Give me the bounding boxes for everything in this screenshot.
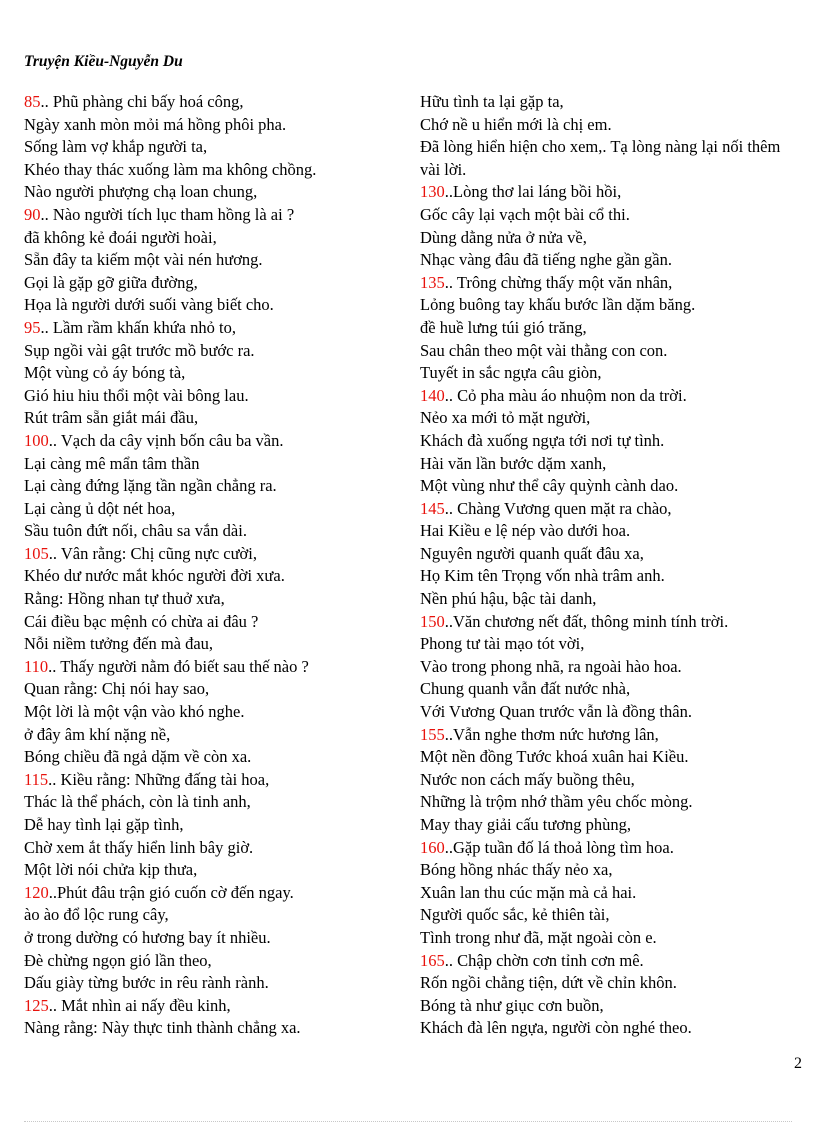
verse-number: 110 [24, 656, 49, 676]
verse-text: Đè chừng ngọn gió lần theo, [24, 950, 212, 970]
verse-line [24, 317, 409, 340]
verse-text: .. Chàng Vương quen mặt ra chào, [444, 498, 672, 518]
verse-text: Nền phú hậu, bậc tài danh, [420, 589, 597, 609]
verse-number: 150 [420, 611, 445, 631]
verse-text: Một nền đồng Tước khoá xuân hai Kiều. [420, 747, 689, 767]
verse-line [420, 520, 800, 543]
verse-line [24, 91, 409, 114]
verse-text: Lại càng mê mẩn tâm thần [24, 453, 200, 473]
verse-text: Lỏng buông tay khấu bước lần dặm băng. [420, 295, 696, 315]
verse-text: Nguyên người quanh quất đâu xa, [420, 543, 644, 563]
verse-text: Tình trong như đã, mặt ngoài còn e. [420, 927, 657, 947]
verse-line [24, 249, 409, 272]
verse-line [420, 430, 800, 453]
verse-text: Nào người phượng chạ loan chung, [24, 182, 258, 202]
verse-text: .. Trông chừng thấy một văn nhân, [444, 272, 673, 292]
verse-text: Lại càng ủ dột nét hoa, [24, 498, 176, 518]
verse-text: .. Thấy người nằm đó biết sau thế nào ? [48, 656, 309, 676]
verse-text: Chờ xem ắt thấy hiển linh bây giờ. [24, 837, 254, 857]
verse-line [420, 362, 800, 385]
verse-line [24, 565, 409, 588]
verse-text: Tuyết in sắc ngựa câu giòn, [420, 363, 602, 383]
verse-text: .. Phũ phàng chi bấy hoá công, [40, 92, 244, 111]
left-column [24, 91, 409, 1040]
verse-text: Sẵn đây ta kiếm một vài nén hương. [24, 250, 263, 270]
verse-line [24, 588, 409, 611]
verse-text: Khéo thay thác xuống làm ma không chồng. [24, 159, 317, 179]
verse-line [24, 114, 409, 137]
verse-line [420, 227, 800, 250]
verse-line [420, 385, 800, 408]
verse-line [24, 972, 409, 995]
verse-line [24, 724, 409, 747]
verse-line [420, 114, 800, 137]
verse-line [420, 588, 800, 611]
verse-line [420, 633, 800, 656]
verse-line [420, 814, 800, 837]
verse-line [24, 407, 409, 430]
verse-line [24, 181, 409, 204]
verse-text: Sụp ngồi vài gật trước mồ bước ra. [24, 340, 255, 360]
verse-text: Bóng tà như giục cơn buồn, [420, 995, 604, 1015]
verse-line [420, 927, 800, 950]
verse-line [24, 520, 409, 543]
verse-line [420, 611, 800, 634]
verse-line [24, 543, 409, 566]
verse-line [24, 814, 409, 837]
verse-text: Nhạc vàng đâu đã tiếng nghe gần gần. [420, 250, 672, 270]
verse-line [24, 340, 409, 363]
verse-line [24, 791, 409, 814]
verse-text: Nỗi niềm tưởng đến mà đau, [24, 634, 214, 654]
verse-line [420, 950, 800, 973]
verse-line [24, 475, 409, 498]
verse-line [420, 543, 800, 566]
verse-line [24, 498, 409, 521]
verse-text: Sống làm vợ khắp người ta, [24, 137, 208, 157]
verse-text: Chớ nề u hiển mới là chị em. [420, 114, 612, 134]
verse-text: Khéo dư nước mắt khóc người đời xưa. [24, 566, 285, 586]
verse-text: Chung quanh vẫn đất nước nhà, [420, 679, 631, 699]
verse-line [24, 611, 409, 634]
verse-line [24, 746, 409, 769]
verse-text: Họa là người dưới suối vàng biết cho. [24, 295, 274, 315]
verse-number: 145 [420, 498, 445, 518]
verse-line [24, 995, 409, 1018]
verse-text: Sầu tuôn đứt nối, châu sa vắn dài. [24, 521, 247, 541]
verse-text: Hữu tình ta lại gặp ta, [420, 92, 564, 111]
verse-text: Phong tư tài mạo tót vời, [420, 634, 585, 654]
verse-number: 125 [24, 995, 49, 1015]
page-header: Truyện Kiều-Nguyễn Du [24, 53, 183, 70]
verse-number: 95 [24, 317, 41, 337]
verse-line [420, 407, 800, 430]
verse-number: 85 [24, 92, 41, 111]
verse-line [420, 701, 800, 724]
verse-text: ở đây âm khí nặng nề, [24, 724, 171, 744]
verse-text: Gọi là gặp gỡ giữa đường, [24, 272, 198, 292]
verse-text: Vào trong phong nhã, ra ngoài hào hoa. [420, 656, 682, 676]
verse-text: Ngày xanh mòn mỏi má hồng phôi pha. [24, 114, 287, 134]
verse-text: Rằng: Hồng nhan tự thuở xưa, [24, 589, 225, 609]
verse-line [420, 791, 800, 814]
verse-text: May thay giải cấu tương phùng, [420, 815, 632, 834]
verse-line [24, 453, 409, 476]
verse-text: .. Mắt nhìn ai nấy đều kinh, [48, 995, 231, 1015]
verse-text: Rút trâm sẵn giắt mái đầu, [24, 408, 199, 428]
verse-text: Bóng chiều đã ngả dặm về còn xa. [24, 747, 252, 767]
verse-text: Thác là thể phách, còn là tinh anh, [24, 792, 251, 812]
verse-line [420, 136, 800, 181]
verse-line [420, 837, 800, 860]
verse-line [24, 362, 409, 385]
verse-number: 90 [24, 204, 41, 224]
verse-text: .. Nào người tích lục tham hồng là ai ? [40, 204, 295, 224]
verse-line [420, 972, 800, 995]
verse-line [420, 249, 800, 272]
verse-number: 160 [420, 837, 445, 857]
verse-text: Một vùng như thể cây quỳnh cành dao. [420, 476, 679, 496]
verse-text: Dễ hay tình lại gặp tình, [24, 815, 184, 834]
verse-line [420, 91, 800, 114]
verse-text: Khách đà xuống ngựa tới nơi tự tình. [420, 430, 665, 450]
verse-line [24, 950, 409, 973]
verse-text: Quan rằng: Chị nói hay sao, [24, 679, 210, 699]
verse-text: Đã lòng hiển hiện cho xem,. Tạ lòng nàng lại nối thêm vài lời. [420, 137, 781, 179]
verse-line [420, 882, 800, 905]
verse-line [420, 317, 800, 340]
verse-line [420, 904, 800, 927]
verse-line [24, 136, 409, 159]
verse-text: đã không kẻ đoái người hoài, [24, 227, 217, 247]
page-number: 2 [794, 1055, 802, 1072]
verse-text: Với Vương Quan trước vẫn là đồng thân. [420, 702, 692, 722]
verse-number: 130 [420, 182, 445, 202]
verse-number: 155 [420, 724, 445, 744]
verse-line [420, 859, 800, 882]
verse-line [420, 340, 800, 363]
verse-text: Xuân lan thu cúc mặn mà cả hai. [420, 882, 637, 902]
verse-line [24, 159, 409, 182]
verse-line [24, 769, 409, 792]
verse-text: Những là trộm nhớ thầm yêu chốc mòng. [420, 792, 693, 812]
verse-line [420, 769, 800, 792]
verse-line [24, 227, 409, 250]
verse-line [420, 204, 800, 227]
verse-text: Nàng rằng: Này thực tinh thành chẳng xa. [24, 1018, 301, 1038]
verse-line [24, 904, 409, 927]
verse-line [24, 882, 409, 905]
verse-text: Rốn ngồi chẳng tiện, dứt về chỉn khôn. [420, 973, 677, 993]
verse-text: Một vùng cỏ áy bóng tà, [24, 363, 186, 383]
right-column [420, 91, 800, 1040]
verse-line [420, 453, 800, 476]
verse-line [420, 1017, 800, 1040]
verse-text: Dấu giày từng bước in rêu rành rành. [24, 973, 269, 993]
verse-text: ..Vẫn nghe thơm nức hương lân, [444, 724, 659, 744]
verse-line [420, 181, 800, 204]
verse-line [24, 385, 409, 408]
verse-text: đề huề lưng túi gió trăng, [420, 317, 587, 337]
verse-line [24, 927, 409, 950]
verse-text: ..Gặp tuần đố lá thoả lòng tìm hoa. [444, 837, 674, 857]
verse-line [24, 204, 409, 227]
verse-line [420, 475, 800, 498]
verse-line [24, 633, 409, 656]
verse-number: 135 [420, 272, 445, 292]
verse-text: Cái điều bạc mệnh có chừa ai đâu ? [24, 611, 259, 631]
verse-text: .. Cỏ pha màu áo nhuộm non da trời. [444, 385, 687, 405]
verse-line [24, 678, 409, 701]
verse-line [24, 272, 409, 295]
verse-text: ..Văn chương nết đất, thông minh tính trời. [444, 611, 729, 631]
verse-text: Hai Kiều e lệ nép vào dưới hoa. [420, 521, 631, 541]
verse-text: Gốc cây lại vạch một bài cổ thi. [420, 204, 630, 224]
verse-line [420, 656, 800, 679]
verse-text: Gió hiu hiu thổi một vài bông lau. [24, 385, 249, 405]
verse-line [420, 746, 800, 769]
verse-text: Khách đà lên ngựa, người còn nghé theo. [420, 1018, 692, 1038]
verse-text: Họ Kim tên Trọng vốn nhà trâm anh. [420, 566, 665, 586]
verse-line [24, 1017, 409, 1040]
verse-text: ..Lòng thơ lai láng bồi hồi, [444, 182, 622, 202]
verse-text: .. Kiều rằng: Những đấng tài hoa, [48, 769, 270, 789]
verse-text: .. Vân rằng: Chị cũng nực cười, [48, 543, 257, 563]
verse-text: Một lời nói chửa kịp thưa, [24, 860, 198, 880]
verse-text: Lại càng đứng lặng tần ngần chẳng ra. [24, 476, 277, 496]
verse-text: ào ào đổ lộc rung cây, [24, 905, 169, 925]
verse-text: .. Vạch da cây vịnh bốn câu ba vần. [48, 430, 284, 450]
verse-text: Một lời là một vận vào khó nghe. [24, 702, 245, 722]
verse-number: 105 [24, 543, 49, 563]
verse-line [420, 678, 800, 701]
verse-line [24, 430, 409, 453]
verse-text: .. Lầm rầm khấn khứa nhỏ to, [40, 317, 236, 337]
verse-number: 165 [420, 950, 445, 970]
footer-divider [24, 1121, 792, 1122]
verse-text: Nước non cách mấy buồng thêu, [420, 769, 635, 789]
verse-text: Người quốc sắc, kẻ thiên tài, [420, 905, 610, 925]
verse-line [24, 656, 409, 679]
verse-line [24, 837, 409, 860]
verse-line [24, 859, 409, 882]
verse-line [24, 701, 409, 724]
verse-text: Hài văn lần bước dặm xanh, [420, 453, 607, 473]
verse-line [24, 294, 409, 317]
verse-line [420, 565, 800, 588]
verse-line [420, 498, 800, 521]
verse-number: 100 [24, 430, 49, 450]
verse-line [420, 272, 800, 295]
verse-line [420, 294, 800, 317]
verse-line [420, 724, 800, 747]
verse-text: Nẻo xa mới tỏ mặt người, [420, 408, 591, 428]
verse-line [420, 995, 800, 1018]
verse-text: .. Chập chờn cơn tỉnh cơn mê. [444, 950, 644, 970]
verse-number: 140 [420, 385, 445, 405]
verse-text: ở trong dường có hương bay ít nhiều. [24, 927, 271, 947]
verse-text: Dùng dằng nửa ở nửa về, [420, 227, 587, 247]
verse-text: Bóng hồng nhác thấy nẻo xa, [420, 860, 613, 880]
verse-number: 120 [24, 882, 49, 902]
verse-text: ..Phút đâu trận gió cuốn cờ đến ngay. [48, 882, 294, 902]
verse-number: 115 [24, 769, 49, 789]
verse-text: Sau chân theo một vài thằng con con. [420, 340, 668, 360]
